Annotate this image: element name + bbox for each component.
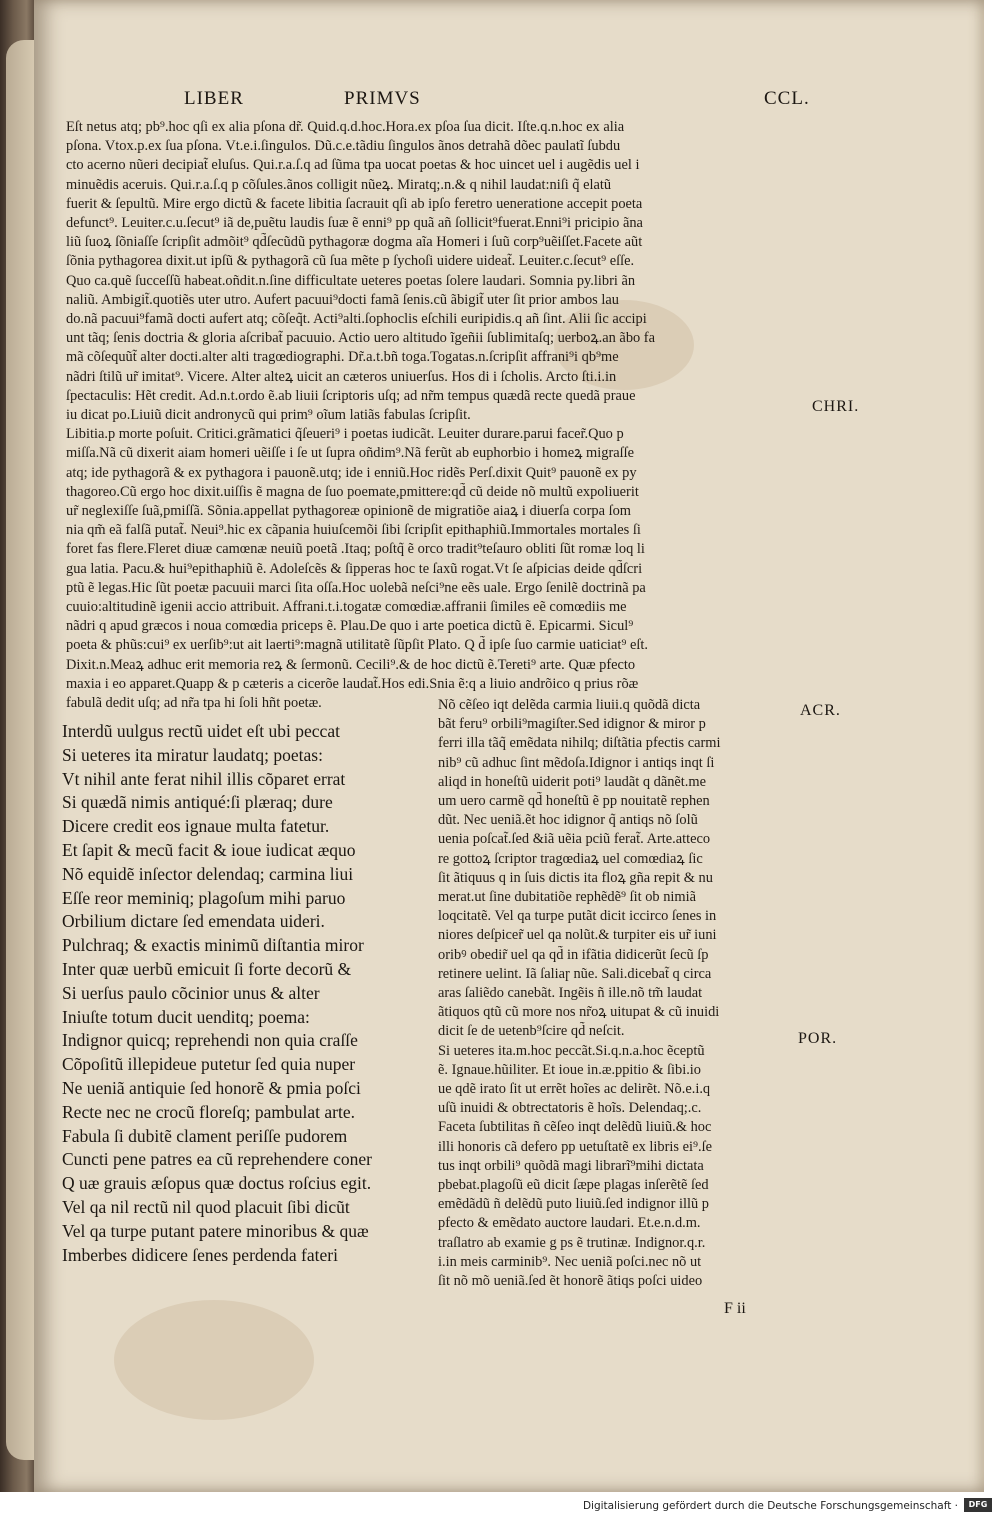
verse-line: Interdũ uulgus rectũ uidet eſt ubi peccat (62, 721, 340, 741)
verse-line: Imberbes didicere ſenes perdenda fateri (62, 1244, 338, 1265)
verse-line: Iniuſte totum ducit uenditq; poema: (62, 1006, 310, 1027)
right-commentary-line: ferri illa tãq̃ emẽdata nihilq; diſtãtia pfectis carmi (438, 735, 721, 752)
running-head-left: LIBER (184, 88, 244, 109)
commentary-line: maxia i eo apparet.Quapp & p cæteris a cicerõe laudat̃.Hos edi.Snia ẽ:q a liuio andrõico q prius rõæ (66, 675, 639, 692)
right-commentary-line: niores deſpicer̃ uel qa nolũt.& turpiter eis ur̃ iuni (438, 927, 717, 944)
commentary-line: do.nã pacuui⁹famã docti aufert atq; cõſeq̃t. Acti⁹alti.ſophoclis eſchili euripidis.q añ ſint. Alii ſic accipi (66, 311, 647, 328)
commentary-line: nãdri ſtilũ ur̃ imitat⁹. Vicere. Alter alteꝝ uicit an cæteros uniuerſus. Hos di i ſcholis. Arcto ſti.i.in (66, 368, 617, 385)
commentary-line: ur̃ neglexiſſe ſuã,pmiſſã. Sõnia.appellat pythagoreæ opinionẽ de migratiõe aiaꝝ i diuerſa corpa ſom (66, 503, 631, 520)
verse-line: Si ueteres ita miratur laudatq; poetas: (62, 744, 323, 765)
commentary-line: Quo ca.quẽ ſucceſſũ habeat.oñdit.n.ſine difficultate ueteres poetas ſolere laudari. Somnia py.libri ãn (66, 272, 636, 289)
commentary-block (66, 118, 826, 713)
right-commentary-line: dicit ſe de uetenb⁹ſcire qd̃ neſcit. (438, 1023, 625, 1040)
commentary-line: poeta & phũs:cui⁹ ex uerſib⁹:ut ait laerti⁹:magnã utilitatẽ ſũpſit Plato. Q d̃ ipſe ſuo carmie uaticiat⁹ eſt. (66, 637, 648, 654)
running-head (34, 88, 984, 118)
verse-line: Q uæ grauis æſopus quæ doctus roſcius egit. (62, 1173, 372, 1194)
right-commentary-line: Si ueteres ita.m.hoc peccãt.Si.q.n.a.hoc ẽceptũ (438, 1042, 705, 1059)
right-commentary-line: loqcitatẽ. Vel qa turpe putãt dicit iccirco ſenes in (438, 908, 717, 925)
running-head-center: PRIMVS (344, 88, 421, 109)
commentary-line: ſpectaculis: Hẽt credit. Ad.n.t.ordo ẽ.ab liuii ſcriptoris uſq; ad nr̃m tempus quædã recte quedã praue (66, 387, 636, 404)
right-commentary-line: oribꝰ obedir̃ uel qa qd̃ in ifãtia didicerũt ſecũ ſp (438, 946, 709, 963)
right-commentary-line: ue qdẽ irato ſit ut errẽt hoĩes ac delirẽt. Nõ.e.i.q (438, 1081, 711, 1098)
commentary-line: foret fas flere.Fleret diuæ camœnæ neuiũ poetã .Itaq; poſtq̃ ẽ orco tradit⁹teſauro obliti ſũt romæ loq li (66, 541, 645, 558)
folio-number: CCL. (764, 88, 810, 109)
digitization-footer (0, 1492, 1000, 1520)
right-commentary-line: traſlatro ab examie g ps ẽ trutinæ. Indignor.q.r. (438, 1234, 706, 1251)
right-commentary-line: um uero carmẽ qd̃ honeſtũ ẽ pp nouitatẽ rephen (438, 793, 710, 810)
right-commentary-line: emẽdãdũ ñ delẽdũ puto liuiũ.ſed indignor illũ p (438, 1196, 709, 1213)
right-commentary-line: illi honoris cã defero pp uetuſtatẽ ex libris ei⁹.ſe (438, 1138, 712, 1155)
commentary-line: ptũ ẽ legas.Hic ſũt poetæ pacuuii marci ſita oſſa.Hoc uolebã neſci⁹ne eẽs uale. Ergo ſenilẽ doctrinã pa (66, 579, 646, 596)
commentary-line: naliũ. Ambigit̃.quotiẽs uter utro. Aufert pacuui⁹docti famã ſenis.cũ ãbigit̃ uter ſit prior ambos lau (66, 291, 619, 308)
right-commentary-line: bãt feru⁹ orbili⁹magiſter.Sed idignor & miror p (438, 716, 706, 733)
right-commentary-line: pbebat.plagoſũ eũ dicit ſæpe plagas inſerẽtẽ ſed (438, 1177, 709, 1194)
right-commentary-line: Faceta ſubtilitas ñ cẽſeo inqt delẽdũ liuiũ.& hoc (438, 1119, 712, 1136)
commentary-line: miſſa.Nã cũ dixerit aiam homeri uẽiſſe i ſe ut ſupra oñdim⁹.Nã ferũt ab euphorbio i homeꝝ migraſſe (66, 445, 635, 462)
commentary-line: defunct⁹. Leuiter.c.u.ſecut⁹ iã de,puẽtu laudis ſuæ ẽ enni⁹ pp quã añ ſollicit⁹fuerat.Enni⁹i pricipio ãna (66, 215, 643, 232)
commentary-line: minuẽdis aceruis. Qui.r.a.ſ.q p cõſules.ãnos colligit nũeꝝ. Miratq;.n.& q nihil laudat:niſi q̃ elatũ (66, 176, 612, 193)
right-commentary-line: aras ſaliẽdo canebãt. Ingẽis ñ ille.nõ tm̃ laudat (438, 985, 703, 1002)
verse-line: Fabula ſi dubitẽ clament periſſe pudorem (62, 1125, 348, 1146)
verse-line: Et ſapit & mecũ facit & ioue iudicat æquo (62, 839, 356, 860)
right-commentary-line: uenia poſcat̃.ſed &iã uẽia pciũ ferat̃. Arte.atteco (438, 831, 711, 848)
commentary-line: fuerit & ſepultũ. Mire ergo dictũ & facete libitia ſacrauit qſi ab ipſo feretro ueneratione accepit poeta (66, 195, 643, 212)
verse-line: Indignor quicq; reprehendi non quia craſſe (62, 1030, 358, 1051)
commentary-line: unt tãq; ſenis doctria & gloria aſcribat̃ pacuuio. Actio uero altitudo ĩgeñii ſublimitaſq; uerboꝝ.an ãbo fa (66, 330, 655, 347)
verse-line: Vel qa nil rectũ nil quod placuit ſibi dicũt (62, 1196, 350, 1217)
commentary-line: nia qm̃ eã falſã putat̃. Neui⁹.hic ex cãpania huiuſcemõi ſibi ſcripſit epithaphiũ.Immortales mortales ſi (66, 522, 641, 539)
right-commentary-line: aliqd in honeſtũ uiderit poti⁹ laudãt q dãnẽt.me (438, 773, 706, 790)
commentary-line: thagoreo.Cũ ergo hoc dixit.uiſſis ẽ magna de ſuo poemate,pmittere:qd̃ cũ deide nõ multũ expoliuerit (66, 483, 639, 500)
right-commentary-line: nib⁹ cũ adhuc ſint mẽdoſa.Idignor i antiqs inqt ſi (438, 754, 715, 771)
commentary-line: Eſt netus atq; pb⁹.hoc qſi ex alia pſona dr̃. Quid.q.d.hoc.Hora.ex pſoa ſua dicit. Iſte.q.n.hoc ex alia (66, 119, 625, 135)
signature-mark: F ii (724, 1300, 746, 1317)
footer-credit: Digitalisierung gefördert durch die Deutsche Forschungsgemeinschaft · (582, 1500, 958, 1512)
margin-note-acr: ACR. (800, 702, 841, 719)
right-commentary-line: merat.ut ſine dubitatiõe rephẽdẽ⁹ ſit ob nimiã (438, 889, 696, 906)
verse-line: Si quædã nimis antiqué:ſi plæraq; dure (62, 792, 333, 813)
right-commentary-line: tus inqt orbili⁹ quõdã magi librarĩ⁹mihi dictata (438, 1157, 704, 1174)
commentary-line: mã cõſequũt̃ alter docti.alter alti tragœdiographi. Dr̃.a.t.bñ toga.Togatas.n.ſcripſit affrani⁹i qb⁹me (66, 349, 619, 366)
commentary-line: liũ ſuoꝝ ſõniaſſe ſcripſit admõit⁹ qd̃ſecũdũ pythagoræ dogma aĩa Homeri i ſuũ corp⁹uẽiſſet.Facete aũt (66, 234, 643, 251)
dfg-logo-icon: DFG (964, 1498, 992, 1512)
margin-note-chri: CHRI. (812, 398, 860, 415)
verse-line: Cõpoſitũ illepideue putetur ſed quia nuper (62, 1054, 356, 1075)
commentary-line: cto acerno nũeri decipiat̃ eluſus. Qui.r.a.ſ.q ad ſũma tpa uocat poetas & hoc uincet uel i augẽdis uel i (66, 157, 640, 174)
verse-line: Orbilium dictare ſed emendata uideri. (62, 911, 325, 932)
right-commentary-line: ſit nõ mõ ueniã.ſed ẽt honorẽ ãtiqs poſci uideo (438, 1273, 703, 1290)
commentary-line: ſõnia pythagorea dixit.ut ipſũ & pythagorã cũ ſua mẽte p ſychoſi uidere uideat̃. Leuiter.c.ſecut⁹ eſſe. (66, 253, 635, 270)
paper-stain (114, 1300, 314, 1420)
commentary-line: nãdri q apud græcos i noua comœdia priceps ẽ. Plau.De quo i arte poetica dictũ ẽ. Epicarmi. Sicul⁹ (66, 618, 634, 635)
verse-line: Nõ equidẽ inſector delendaq; carmina liui (62, 863, 354, 884)
right-commentary-line: re gottoꝝ ſcriptor tragœdiaꝝ uel comœdiaꝝ ſic (438, 850, 703, 867)
right-commentary-line: ẽ. Ignaue.hũiliter. Et ioue in.æ.ppitio & ſibi.io (438, 1061, 701, 1078)
right-commentary-line: pfecto & emẽdato auctore laudari. Et.e.n.d.m. (438, 1215, 701, 1232)
commentary-line: Dixit.n.Meaꝝ adhuc erit memoria reꝝ & ſermonũ. Cecili⁹.& de hoc dictũ ẽ.Tereti⁹ arte. Quæ pfecto (66, 656, 636, 673)
verse-line: Pulchraq; & exactis minimũ diſtantia miror (62, 935, 364, 956)
commentary-line: fabulã dedit uſq; ad nr̃a tpa hi ſoli hñt poetæ. (66, 695, 322, 712)
verse-line: Eſſe reor meminiq; plagoſum mihi paruo (62, 887, 346, 908)
verse-line: Si uerſus paulo cõcinior unus & alter (62, 982, 320, 1003)
verse-line: Dicere credit eos ignaue multa fatetur. (62, 816, 330, 837)
right-commentary-line: Nõ cẽſeo iqt delẽda carmia liuii.q quõdã dicta (438, 697, 701, 713)
verse-line: Recte nec ne crocũ floreſq; pambulat arte. (62, 1101, 355, 1122)
commentary-line: atq; ide pythagorã & ex pythagora i pauonẽ.utq; ide i enniũ.Hoc ridẽs Perſ.dixit Quit⁹ pauonẽ ex py (66, 464, 637, 481)
right-commentary-line: uſũ inuidi & obtrectatoris ẽ hoĩs. Delendaq;.c. (438, 1100, 702, 1117)
right-commentary-line: i.in meis carminib⁹. Nec ueniã poſci.nec nõ ut (438, 1253, 702, 1270)
verse-text (62, 720, 462, 1267)
commentary-line: pſona. Vtox.p.ex ſua pſona. Vt.e.i.ſingulos. Dũ.c.e.tãdiu ſingulos ãnos detrahã dõec paulatĩ ſubdu (66, 138, 621, 155)
right-commentary-line: ãtiquos qtũ cũ more nos nr̃oꝝ uitupat & cũ inuidi (438, 1004, 720, 1021)
right-commentary-line: retinere uelint. Iã ſaliaɼ nũe. Sali.dicebat̃ q circa (438, 965, 712, 982)
verse-line: Vel qa turpe putant patere minoribus & quæ (62, 1220, 369, 1241)
verse-line: Inter quæ uerbũ emicuit ſi forte decorũ & (62, 958, 352, 979)
book-binding (0, 0, 38, 1492)
commentary-line: gua latia. Pacu.& hui⁹epithaphiũ ẽ. Adoleſcẽs & ſipperas hoc te ſaxũ rogat.Vt ſe aſpicias deide qd̃ſcri (66, 560, 643, 577)
verse-line: Vt nihil ante ferat nihil illis cõparet errat (62, 768, 346, 789)
commentary-line: Libitia.p morte poſuit. Critici.grãmatici q̃ſeueri⁹ i poetas iudicãt. Leuiter durare.parui facer̃.Quo p (66, 426, 624, 443)
commentary-line: iu dicat po.Liuiũ dicit andronycũ qui prim⁹ oĩum latiãs fabulas ſcripſit. (66, 407, 471, 424)
book-page (34, 0, 984, 1492)
binding-page-edge (6, 40, 36, 1460)
verse-line: Cuncti pene patres ea cũ reprehendere coner (62, 1149, 372, 1170)
right-commentary-line: ſit ãtiquus q in ſuis dictis ita floꝝ gña repit & nu (438, 869, 713, 886)
right-commentary-block (438, 696, 798, 1291)
margin-note-por: POR. (798, 1030, 838, 1047)
right-commentary-line: dũt. Nec ueniã.ẽt hoc idignor q̃ antiqs nõ ſolũ (438, 812, 698, 829)
verse-line: Ne ueniã antiquie ſed honorẽ & pmia poſci (62, 1077, 361, 1098)
commentary-line: cuuio:altitudinẽ igenii accio attribuit. Affrani.t.i.togatæ comœdiæ.affranii ſimiles eẽ comœdiis me (66, 599, 627, 616)
